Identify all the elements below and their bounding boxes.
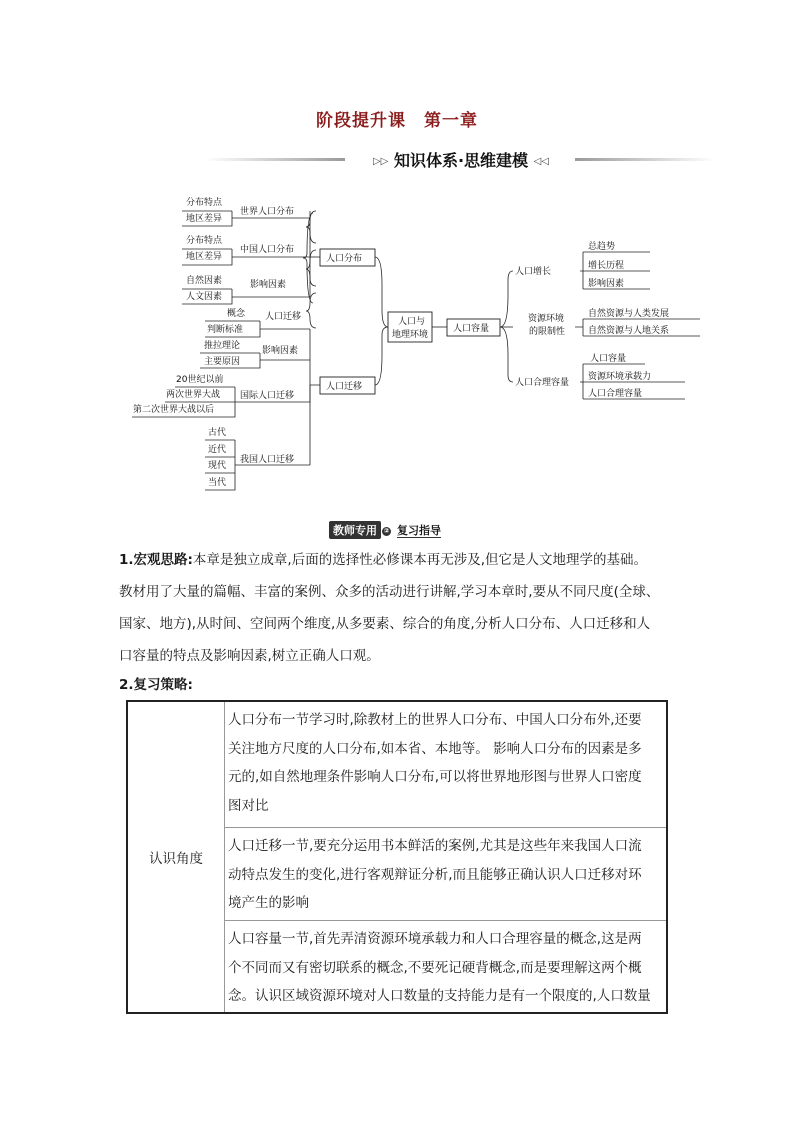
node-center-line2: 地理环境 [392,330,429,340]
section1-line-3: 国家、地方),从时间、空间两个维度,从多要素、综合的角度,分析人口分布、人口迁移和人 [119,616,651,632]
node-center-line1: 人口与 [398,317,426,327]
node-capacity: 人口容量 [453,324,490,334]
mig-intl-leaf-1: 20世纪以前 [176,375,224,385]
section2-heading: 2.复习策略: [119,677,193,693]
tag-number: ② [383,527,390,535]
review-guide-label: 复习指导 [397,524,441,537]
mig-intl-leaf-2: 两次世界大战 [166,390,221,400]
mig-cn-leaf-3: 现代 [208,461,227,471]
cap-growth-leaf-1: 总趋势 [588,242,616,252]
dist-china-label: 中国人口分布 [240,245,295,255]
cap-limit-label-1: 资源环境 [528,314,565,324]
mig-concept-label: 人口迁移 [265,312,302,322]
mig-cn-label: 我国人口迁移 [240,455,295,465]
dist-world-leaf-2: 地区差异 [186,214,223,224]
cap-limit-label-2: 的限制性 [529,327,566,337]
mig-cn-leaf-2: 近代 [208,445,227,455]
mig-factor-leaf-2: 主要原因 [204,357,241,367]
section1-heading: 1.宏观思路: [119,552,193,568]
dist-factor-leaf-1: 自然因素 [186,276,223,286]
mig-factor-leaf-1: 推拉理论 [204,341,241,351]
node-distribution: 人口分布 [326,254,363,264]
mind-map [120,185,700,495]
cap-limit-leaf-1: 自然资源与人类发展 [588,309,670,319]
banner-line-left [205,158,345,161]
dist-china-leaf-2: 地区差异 [186,252,223,262]
strategy-table [126,700,668,1014]
table-row: 人口迁移一节,要充分运用书本鲜活的案例,尤其是这些年来我国人口流 动特点发生的变化,进行客观辩证分析,而且能够正确认识人口迁移对环 境产生的影响 [228,838,642,911]
cap-reasonable-label: 人口合理容量 [515,378,570,388]
banner-line-right [575,158,715,161]
table-row: 人口分布一节学习时,除教材上的世界人口分布、中国人口分布外,还要 关注地方尺度的人口分布,如本省、本地等。 影响人口分布的因素是多 元的,如自然地理条件影响人口分布,可以将世界地形图与世界人口密度 图对比 [228,712,642,814]
mig-concept-leaf-2: 判断标准 [207,325,244,335]
mig-cn-leaf-4: 当代 [208,478,227,488]
arrow-right-icon: ▷▷ [372,156,389,167]
teacher-only-tag [329,521,441,539]
mig-cn-leaf-1: 古代 [208,428,227,438]
cap-growth-leaf-2: 增长历程 [588,261,625,271]
table-left-label: 认识角度 [128,702,225,1012]
cap-growth-leaf-3: 影响因素 [588,279,625,289]
section1-line-2: 教材用了大量的篇幅、丰富的案例、众多的活动进行讲解,学习本章时,要从不同尺度(全球、 [119,584,660,600]
dist-world-leaf-1: 分布特点 [186,198,223,208]
cap-reasonable-leaf-1: 人口容量 [590,354,627,364]
section1-paragraph [119,544,679,672]
section1-line-1: 本章是独立成章,后面的选择性必修课本再无涉及,但它是人文地理学的基础。 [192,552,648,568]
dist-world-label: 世界人口分布 [240,207,295,217]
arrow-left-icon: ◁◁ [533,156,550,167]
mig-concept-leaf-1: 概念 [227,309,246,319]
cap-limit-leaf-2: 自然资源与人地关系 [588,326,670,336]
cap-reasonable-leaf-2: 资源环境承载力 [588,372,652,382]
node-migration: 人口迁移 [326,382,363,392]
mig-intl-label: 国际人口迁移 [240,391,295,401]
section1-line-4: 口容量的特点及影响因素,树立正确人口观。 [119,648,380,664]
mig-intl-leaf-3: 第二次世界大战以后 [133,405,215,415]
cap-growth-label: 人口增长 [515,267,552,277]
table-row: 人口容量一节,首先弄清资源环境承载力和人口合理容量的概念,这是两 个不同而又有密切联系的概念,不要死记硬背概念,而是要理解这两个概 念。认识区域资源环境对人口数量的支持能力是有一个限度的,人口数量 [228,931,651,1004]
cap-reasonable-leaf-3: 人口合理容量 [588,389,643,399]
banner-label: 知识体系·思维建模 [393,151,529,170]
mig-factor-label: 影响因素 [262,346,299,356]
page-title: 阶段提升课 第一章 [316,111,478,131]
dist-factor-label: 影响因素 [250,280,287,290]
dist-china-leaf-1: 分布特点 [186,236,223,246]
section-banner [205,148,715,170]
teacher-only-pill: 教师专用 [329,521,381,539]
dist-factor-leaf-2: 人文因素 [186,292,223,302]
